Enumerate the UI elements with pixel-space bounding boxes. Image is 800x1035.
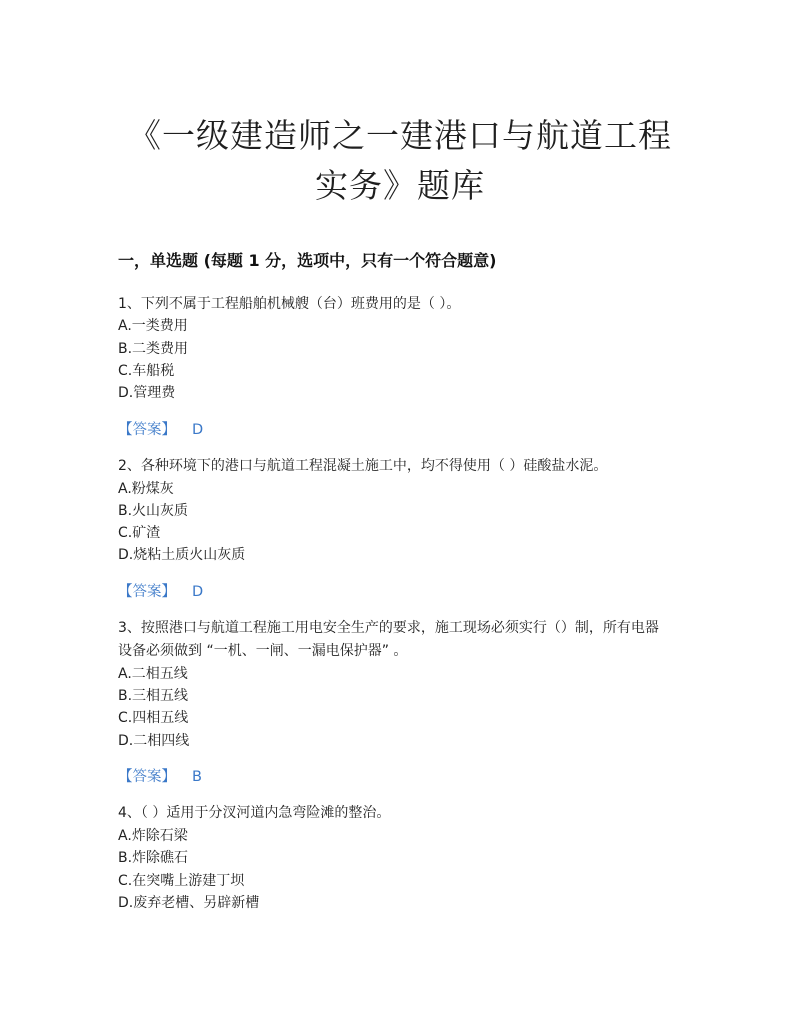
document-title-line2: 实务》题库	[315, 166, 485, 205]
document-title-line1: 《一级建造师之一建港口与航道工程	[128, 116, 672, 155]
question-2-answer	[118, 582, 203, 602]
question-3-text-line2: 设备必须做到 “一机、一闸、一漏电保护器” 。	[118, 643, 408, 659]
question-1-text: 1、下列不属于工程船舶机械艘（台）班费用的是（ ）。	[118, 296, 461, 312]
question-3-answer	[118, 767, 202, 787]
answer-value: B	[192, 769, 202, 785]
question-2-option-c: C.矿渣	[118, 525, 161, 541]
question-2-option-b: B.火山灰质	[118, 503, 189, 519]
question-3-option-d: D.二相四线	[118, 733, 190, 749]
question-2-option-a: A.粉煤灰	[118, 481, 174, 497]
question-4-option-d: D.废弃老槽、另辟新槽	[118, 895, 260, 911]
answer-value: D	[192, 422, 204, 438]
answer-label: 【答案】	[118, 769, 176, 785]
question-4-option-c: C.在突嘴上游建丁坝	[118, 873, 245, 889]
question-1-option-c: C.车船税	[118, 363, 175, 379]
question-3-option-c: C.四相五线	[118, 710, 189, 726]
question-4-text: 4、（ ）适用于分汊河道内急弯险滩的整治。	[118, 805, 391, 821]
question-4-option-a: A.炸除石梁	[118, 828, 188, 844]
question-1-answer	[118, 420, 203, 440]
answer-value: D	[192, 584, 204, 600]
question-1-option-a: A.一类费用	[118, 318, 188, 334]
question-2-text: 2、各种环境下的港口与航道工程混凝土施工中，均不得使用（ ）硅酸盐水泥。	[118, 458, 608, 474]
question-3-option-a: A.二相五线	[118, 666, 188, 682]
answer-label: 【答案】	[118, 422, 176, 438]
question-2-option-d: D.烧粘土质火山灰质	[118, 547, 246, 563]
answer-label: 【答案】	[118, 584, 176, 600]
section-heading: 一，单选题 (每题 1 分，选项中，只有一个符合题意)	[118, 251, 497, 270]
question-3-option-b: B.三相五线	[118, 688, 189, 704]
question-1-option-d: D.管理费	[118, 385, 176, 401]
question-3-text-line1: 3、按照港口与航道工程施工用电安全生产的要求，施工现场必须实行（）制，所有电器	[118, 620, 659, 636]
question-4-option-b: B.炸除礁石	[118, 850, 189, 866]
question-1-option-b: B.二类费用	[118, 341, 189, 357]
